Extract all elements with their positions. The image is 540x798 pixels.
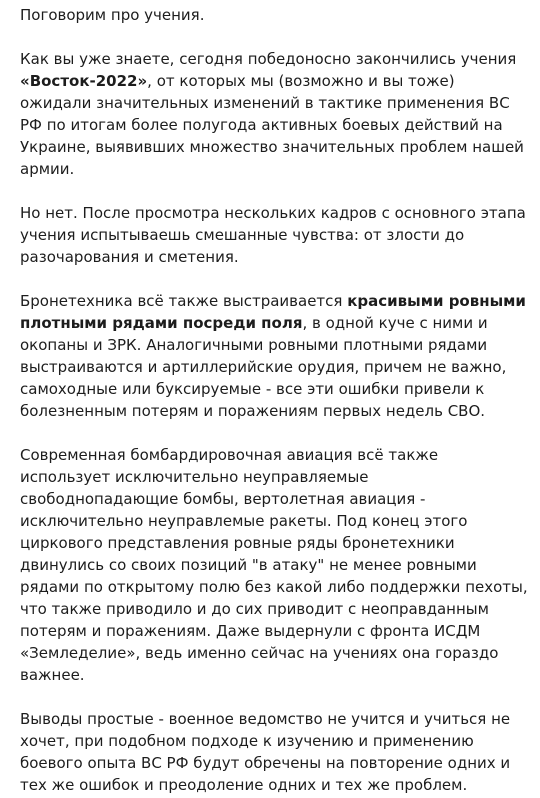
paragraph-aviation: Современная бомбардировочная авиация всё также использует исключительно неуправляемые свободнопадающие бомбы, вертолетная авиация - исключительно неуправлемые ракеты. Под конец этого циркового представления ровные ряды бронетехники двинулись со своих позиций "в атаку" не менее ровными рядами по открытому полю без какой либо поддержки пехоты, что также приводило и до сих приводит с неоправданным потерям и поражениям. Даже выдернули с фронта ИСДМ «Земледелие», ведь именно сейчас на учениях она гораздо важнее. bbox=[20, 446, 528, 684]
paragraph-intro: Поговорим про учения. bbox=[20, 6, 205, 24]
paragraph-text: , в одной куче с ними и окопаны и ЗРК. Аналогичными ровными плотными рядами выстраиваются и артиллерийские орудия, причем не важно, самоходные или буксируемые - все эти ошибки привели к болезненным потерям и поражениям первых недель СВО. bbox=[20, 314, 507, 420]
emphasis-text: красивыми ровными плотными рядами посреди поля bbox=[20, 292, 526, 332]
paragraph-text: Как вы уже знаете, сегодня победоносно закончились учения bbox=[20, 50, 517, 68]
paragraph-exercise bbox=[20, 48, 530, 180]
exercise-name: «Восток-2022» bbox=[20, 72, 148, 90]
paragraph-conclusion: Выводы простые - военное ведомство не учится и учиться не хочет, при подобном подходе к изучению и применению боевого опыта ВС РФ будут обречены на повторение одних и тех же ошибок и преодоление одних и тех же проблем. bbox=[20, 710, 511, 794]
paragraph-text: Бронетехника всё также выстраивается bbox=[20, 292, 348, 310]
paragraph-reaction: Но нет. После просмотра нескольких кадров с основного этапа учения испытываешь смешанные чувства: от злости до разочарования и сметения. bbox=[20, 204, 526, 266]
paragraph-armor bbox=[20, 290, 530, 422]
paragraph-text: , от которых мы (возможно и вы тоже) ожидали значительных изменений в тактике применения ВС РФ по итогам более полугода активных боевых действий на Украине, выявивших множество значительных проблем нашей армии. bbox=[20, 72, 524, 178]
